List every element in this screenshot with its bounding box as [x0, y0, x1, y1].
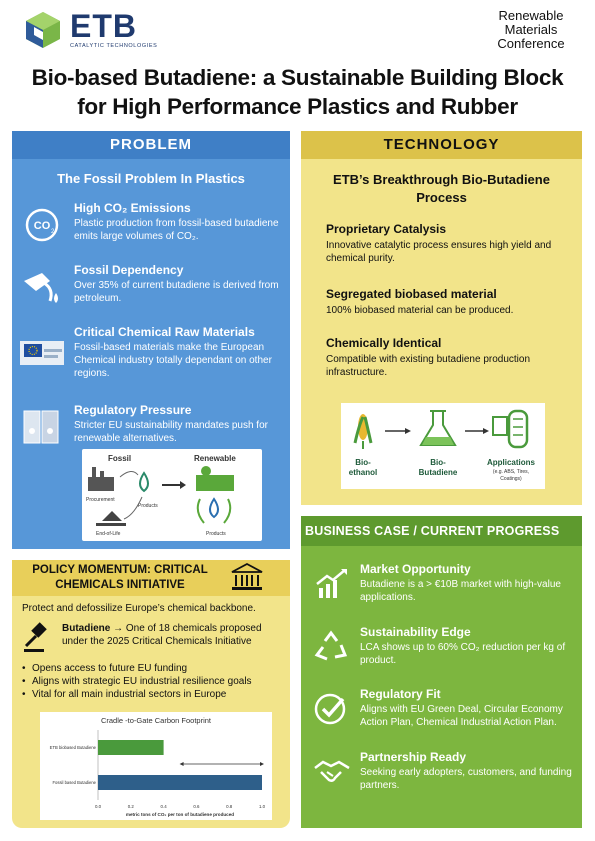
conference-line: Materials	[504, 22, 558, 37]
list-item: • Aligns with strategic EU industrial resilience goals	[22, 675, 287, 688]
chart-tick-label: 0.2	[127, 804, 134, 809]
chart-x-axis-label: metric tons of CO₂ per ton of butadiene produced	[125, 812, 235, 817]
svg-text:2: 2	[51, 229, 55, 235]
conference-line: Conference	[497, 36, 565, 51]
list-item: • Opens access to future EU funding	[22, 662, 287, 675]
tire-icon	[493, 411, 527, 447]
flow-step-note: (e.g. ABS, Tires,	[492, 469, 530, 475]
drop-icon	[198, 499, 231, 523]
chart-bar	[98, 740, 164, 755]
arrow-icon	[162, 481, 186, 489]
problem-item-title: High CO₂ Emissions	[74, 201, 191, 215]
chart-arrowhead	[180, 762, 184, 766]
conference-line: Renewable	[498, 8, 564, 23]
chart-category-label: ETB biobased Butadiene	[49, 745, 96, 750]
business-heading: BUSINESS CASE / CURRENT PROGRESS	[301, 516, 582, 546]
technology-item	[326, 286, 571, 317]
process-flow-diagram	[341, 403, 545, 489]
problem-heading: PROBLEM	[12, 131, 290, 159]
chart-title: Cradle -to-Gate Carbon Footprint	[100, 716, 212, 725]
business-item-title: Sustainability Edge	[360, 625, 471, 639]
title-line: Bio-based Butadiene: a Sustainable Building Block	[31, 65, 564, 90]
technology-item-desc: 100% biobased material can be produced.	[326, 305, 514, 316]
problem-item-title: Critical Chemical Raw Materials	[74, 325, 255, 339]
corn-icon	[355, 414, 371, 449]
problem-item-desc: Stricter EU sustainability mandates push for renewable alternatives.	[74, 420, 268, 444]
technology-subheading	[301, 171, 582, 207]
recycle-icon	[313, 629, 351, 665]
flask-icon	[421, 411, 455, 445]
flow-step-label: Applications	[486, 458, 536, 467]
carbon-footprint-chart	[40, 712, 272, 820]
business-item-title: Regulatory Fit	[360, 687, 441, 701]
technology-panel	[301, 131, 582, 505]
policy-title: POLICY MOMENTUM: CRITICAL CHEMICALS INITIATIVE	[32, 564, 208, 591]
technology-item-desc: Innovative catalytic process ensures high yield and chemical purity.	[326, 240, 552, 264]
diagram-products-right: Products	[206, 531, 226, 537]
subheading-line: Process	[416, 190, 467, 205]
technology-item-title: Proprietary Catalysis	[326, 222, 447, 236]
technology-item-title: Segregated biobased material	[326, 287, 497, 301]
diagram-procurement: Procurement	[86, 497, 115, 503]
diagram-end-of-life: End-of-Life	[96, 531, 121, 537]
chart-bar	[98, 775, 262, 790]
business-item-desc: Aligns with EU Green Deal, Circular Economy Action Plan, Chemical Industrial Action Plan.	[360, 704, 563, 728]
business-item-desc: Butadiene is a > €10B market with high-value applications.	[360, 579, 561, 603]
policy-butadiene-note	[62, 622, 287, 648]
butadiene-label: Butadiene	[62, 623, 111, 634]
etb-logo-icon	[24, 10, 62, 50]
policy-panel	[12, 560, 290, 828]
chart-tick-label: 0.4	[160, 804, 167, 809]
flow-step-note: Coatings)	[500, 476, 522, 482]
business-item-desc: Seeking early adopters, customers, and funding partners.	[360, 767, 572, 791]
flow-step-label: Bio-	[355, 458, 371, 467]
eu-flag-icon	[20, 329, 64, 369]
technology-item-title: Chemically Identical	[326, 336, 442, 350]
oil-pump-icon	[96, 511, 126, 526]
problem-item-title: Fossil Dependency	[74, 263, 184, 277]
business-item-title: Market Opportunity	[360, 562, 471, 576]
etb-logo	[24, 10, 157, 50]
flow-step-label: Butadiene	[418, 468, 458, 477]
diagram-products-left: Products	[138, 503, 158, 509]
green-factory-icon	[196, 466, 234, 491]
problem-item-desc: Plastic production from fossil-based butadiene emits large volumes of CO₂.	[74, 218, 279, 242]
drop-icon	[140, 473, 148, 491]
arrow-icon	[465, 428, 489, 434]
policy-intro: Protect and defossilize Europe’s chemical backbone.	[22, 603, 256, 614]
check-circle-icon	[313, 691, 351, 727]
conference-name	[481, 9, 581, 51]
technology-item	[326, 335, 571, 379]
chart-tick-label: 1.0	[258, 804, 266, 809]
gavel-icon	[22, 622, 54, 654]
header	[0, 0, 595, 125]
problem-subheading: The Fossil Problem In Plastics	[57, 171, 245, 186]
business-item-desc: LCA shows up to 60% CO₂ reduction per kg of product.	[360, 642, 566, 666]
chart-arrowhead	[260, 762, 264, 766]
chart-tick-label: 0.6	[193, 804, 200, 809]
fossil-vs-renewable-diagram	[82, 449, 262, 541]
government-building-icon	[230, 562, 264, 592]
problem-item-desc: Over 35% of current butadiene is derived from petroleum.	[74, 280, 279, 304]
flow-step-label: Bio-	[430, 458, 446, 467]
fuel-nozzle-icon	[20, 267, 64, 307]
factory-icon	[88, 467, 114, 491]
diagram-fossil-label: Fossil	[108, 454, 132, 463]
flow-step-label: ethanol	[348, 468, 378, 477]
butadiene-text: → One of 18 chemicals proposed under the 2025 Critical Chemicals Initiative	[62, 623, 262, 647]
business-case-panel	[301, 516, 582, 828]
technology-item	[326, 221, 571, 265]
binders-icon	[20, 407, 64, 447]
business-item-title: Partnership Ready	[360, 750, 467, 764]
technology-item-desc: Compatible with existing butadiene production infrastructure.	[326, 354, 531, 378]
policy-bullet-list	[22, 662, 287, 701]
technology-heading: TECHNOLOGY	[301, 131, 582, 159]
chart-tick-label: 0.8	[226, 804, 233, 809]
diagram-renewable-label: Renewable	[194, 454, 236, 463]
poster-title	[0, 63, 595, 121]
logo-name: ETB	[70, 8, 137, 44]
chart-tick-label: 0.0	[94, 804, 102, 809]
co2-icon	[20, 205, 64, 245]
list-item: • Vital for all main industrial sectors in Europe	[22, 688, 287, 701]
svg-text:CO: CO	[33, 220, 51, 232]
chart-category-label: Fossil based Butadiene	[52, 780, 96, 785]
problem-panel	[12, 131, 290, 549]
arrow-icon	[385, 428, 411, 434]
subheading-line: ETB’s Breakthrough Bio-Butadiene	[333, 172, 550, 187]
problem-item-desc: Fossil-based materials make the European Chemical industry totally dependant on other regions.	[74, 342, 272, 379]
logo-subtitle: CATALYTIC TECHNOLOGIES	[70, 43, 158, 49]
title-line: for High Performance Plastics and Rubber	[77, 94, 518, 119]
handshake-icon	[313, 754, 351, 790]
growth-chart-icon	[313, 566, 351, 602]
policy-header	[12, 560, 290, 596]
problem-item-title: Regulatory Pressure	[74, 403, 192, 417]
